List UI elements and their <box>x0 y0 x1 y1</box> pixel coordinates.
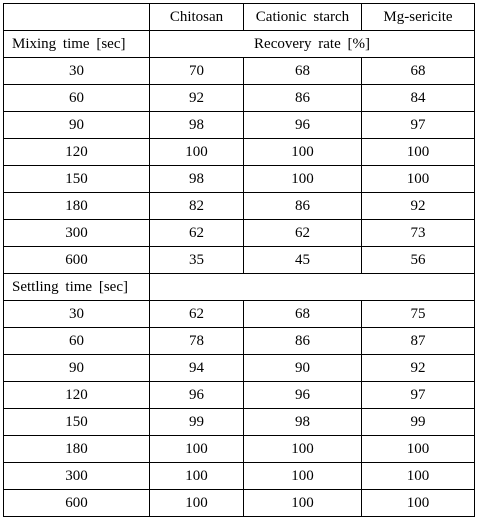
value-cell: 68 <box>244 301 362 328</box>
value-cell: 87 <box>362 328 475 355</box>
table-row <box>4 193 475 220</box>
value-cell: 90 <box>244 355 362 382</box>
time-cell: 600 <box>4 490 150 517</box>
value-cell: 99 <box>150 409 244 436</box>
section-row <box>4 274 475 301</box>
time-cell: 120 <box>4 382 150 409</box>
time-cell: 300 <box>4 220 150 247</box>
value-cell: 99 <box>362 409 475 436</box>
value-cell: 56 <box>362 247 475 274</box>
value-cell: 100 <box>150 490 244 517</box>
header-cell-blank <box>4 4 150 31</box>
value-cell: 100 <box>150 139 244 166</box>
table-row <box>4 247 475 274</box>
value-cell: 92 <box>150 85 244 112</box>
value-cell: 96 <box>244 112 362 139</box>
section-row <box>4 31 475 58</box>
table-row <box>4 355 475 382</box>
value-cell: 92 <box>362 355 475 382</box>
time-cell: 300 <box>4 463 150 490</box>
time-cell: 30 <box>4 301 150 328</box>
table-row <box>4 220 475 247</box>
value-cell: 75 <box>362 301 475 328</box>
time-cell: 180 <box>4 193 150 220</box>
table-row <box>4 58 475 85</box>
value-cell: 78 <box>150 328 244 355</box>
header-cell-mg-sericite: Mg-sericite <box>362 4 475 31</box>
value-cell: 98 <box>150 166 244 193</box>
value-cell: 100 <box>244 166 362 193</box>
time-cell: 180 <box>4 436 150 463</box>
value-cell: 68 <box>244 58 362 85</box>
section-label: Settling time [sec] <box>4 274 150 301</box>
value-cell: 86 <box>244 85 362 112</box>
table-row <box>4 166 475 193</box>
section-span-label <box>150 274 475 301</box>
value-cell: 100 <box>362 463 475 490</box>
time-cell: 600 <box>4 247 150 274</box>
time-cell: 60 <box>4 328 150 355</box>
table-row <box>4 409 475 436</box>
table-row <box>4 112 475 139</box>
value-cell: 97 <box>362 382 475 409</box>
time-cell: 30 <box>4 58 150 85</box>
value-cell: 97 <box>362 112 475 139</box>
value-cell: 100 <box>362 436 475 463</box>
table-row <box>4 490 475 517</box>
time-cell: 150 <box>4 409 150 436</box>
value-cell: 98 <box>150 112 244 139</box>
recovery-rate-table <box>3 3 475 517</box>
value-cell: 100 <box>150 463 244 490</box>
value-cell: 45 <box>244 247 362 274</box>
time-cell: 90 <box>4 112 150 139</box>
value-cell: 100 <box>362 139 475 166</box>
table-row <box>4 328 475 355</box>
value-cell: 100 <box>362 490 475 517</box>
table-row <box>4 382 475 409</box>
value-cell: 86 <box>244 328 362 355</box>
value-cell: 92 <box>362 193 475 220</box>
table-row <box>4 301 475 328</box>
time-cell: 60 <box>4 85 150 112</box>
value-cell: 100 <box>244 139 362 166</box>
value-cell: 62 <box>150 301 244 328</box>
value-cell: 84 <box>362 85 475 112</box>
value-cell: 100 <box>244 490 362 517</box>
section-span-label: Recovery rate [%] <box>150 31 475 58</box>
value-cell: 62 <box>150 220 244 247</box>
time-cell: 90 <box>4 355 150 382</box>
header-cell-chitosan: Chitosan <box>150 4 244 31</box>
value-cell: 73 <box>362 220 475 247</box>
value-cell: 86 <box>244 193 362 220</box>
value-cell: 82 <box>150 193 244 220</box>
value-cell: 100 <box>150 436 244 463</box>
header-row <box>4 4 475 31</box>
value-cell: 94 <box>150 355 244 382</box>
value-cell: 100 <box>244 463 362 490</box>
time-cell: 120 <box>4 139 150 166</box>
value-cell: 100 <box>244 436 362 463</box>
value-cell: 68 <box>362 58 475 85</box>
value-cell: 70 <box>150 58 244 85</box>
value-cell: 62 <box>244 220 362 247</box>
header-cell-cationic-starch: Cationic starch <box>244 4 362 31</box>
table-body <box>4 4 475 517</box>
value-cell: 100 <box>362 166 475 193</box>
time-cell: 150 <box>4 166 150 193</box>
table-row <box>4 85 475 112</box>
table-row <box>4 463 475 490</box>
value-cell: 96 <box>150 382 244 409</box>
value-cell: 35 <box>150 247 244 274</box>
table-row <box>4 139 475 166</box>
value-cell: 98 <box>244 409 362 436</box>
value-cell: 96 <box>244 382 362 409</box>
section-label: Mixing time [sec] <box>4 31 150 58</box>
table-row <box>4 436 475 463</box>
